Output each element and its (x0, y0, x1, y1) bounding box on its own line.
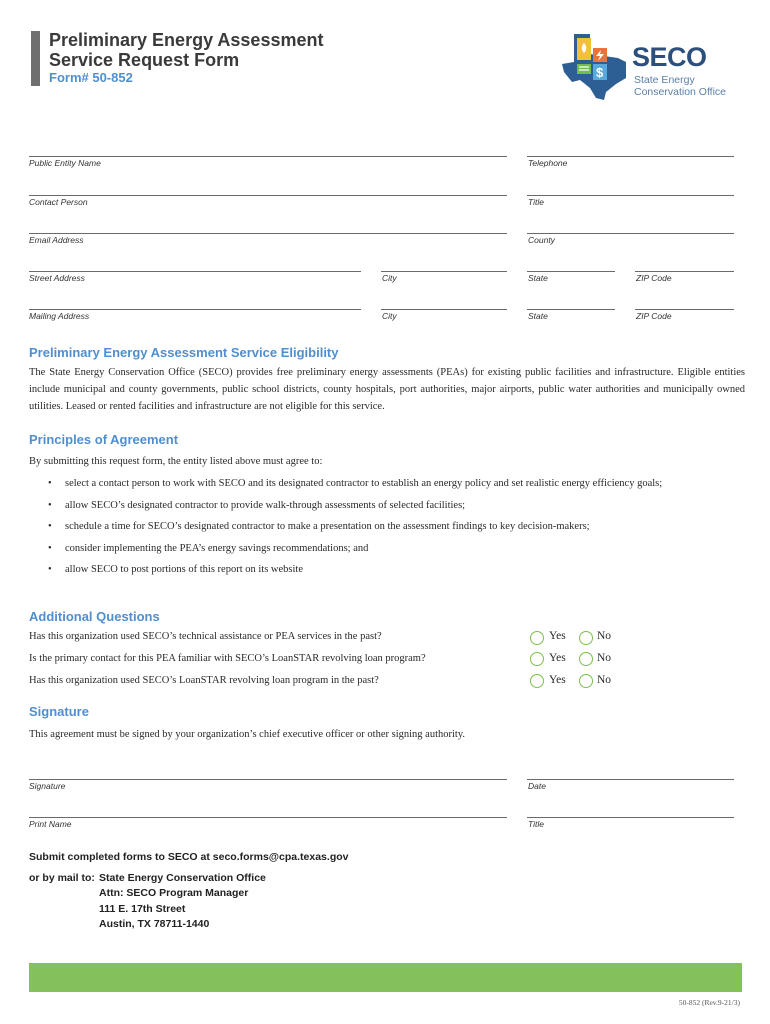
question-3-no-label: No (597, 674, 612, 686)
date-field[interactable] (527, 779, 734, 780)
mailing-city-field[interactable] (381, 309, 507, 310)
title-label: Title (528, 197, 544, 207)
question-1-no-radio[interactable] (579, 631, 593, 645)
county-label: County (528, 235, 555, 245)
question-3-no-radio[interactable] (579, 674, 593, 688)
eligibility-text: The State Energy Conservation Office (SECO) provides free preliminary energy assessments (PEAs) for existing public facilities and infrastructure. Eligible entities include municipal and county governments, public school districts, county hospitals, port authorities, major airports, public water authorities and municipally owned utilities. Leased or rented facilities and infrastructure are not eligible for this service. (29, 367, 745, 412)
title-line-1: Preliminary Energy Assessment (49, 30, 324, 50)
title-field[interactable] (527, 195, 734, 196)
logo-subtitle-line-1: State Energy (634, 74, 695, 86)
signature-text: This agreement must be signed by your organization’s chief executive officer or other signing authority. (29, 729, 466, 740)
signer-title-label: Title (528, 819, 544, 829)
question-1: Has this organization used SECO’s technical assistance or PEA services in the past? (29, 631, 382, 642)
city-field[interactable] (381, 271, 507, 272)
mail-address-line-2: Attn: SECO Program Manager (99, 887, 249, 899)
logo-name: SECO (632, 42, 707, 72)
telephone-field[interactable] (527, 156, 734, 157)
email-address-field[interactable] (29, 233, 507, 234)
principles-heading: Principles of Agreement (29, 432, 179, 447)
state-field[interactable] (527, 271, 615, 272)
contact-person-field[interactable] (29, 195, 507, 196)
mail-address-line-3: 111 E. 17th Street (99, 903, 186, 915)
title-line-2: Service Request Form (49, 50, 240, 70)
svg-text:$: $ (596, 65, 604, 80)
signature-field[interactable] (29, 779, 507, 780)
state-label: State (528, 273, 548, 283)
contact-person-label: Contact Person (29, 197, 88, 207)
public-entity-name-label: Public Entity Name (29, 158, 101, 168)
principle-item: • consider implementing the PEA’s energy savings recommendations; and (48, 541, 688, 556)
question-2-yes-label: Yes (549, 652, 566, 664)
seco-logo (560, 32, 740, 102)
principle-item: • select a contact person to work with SECO and its designated contractor to establish an energy policy and set realistic energy efficiency goals; (48, 476, 688, 491)
question-2-no-radio[interactable] (579, 652, 593, 666)
mailing-city-label: City (382, 311, 397, 321)
form-number: Form# 50-852 (49, 70, 133, 85)
date-label: Date (528, 781, 546, 791)
logo-subtitle-line-2: Conservation Office (634, 86, 727, 98)
mailing-state-label: State (528, 311, 548, 321)
question-3-yes-label: Yes (549, 674, 566, 686)
question-1-yes-label: Yes (549, 630, 566, 642)
principle-item: • schedule a time for SECO’s designated contractor to make a presentation on the assessment findings to key decision-makers; (48, 519, 688, 534)
mailing-zip-code-field[interactable] (635, 309, 734, 310)
page-title (49, 30, 323, 70)
principle-item: • allow SECO to post portions of this report on its website (48, 562, 688, 577)
county-field[interactable] (527, 233, 734, 234)
mail-address-line-1: State Energy Conservation Office (99, 872, 266, 884)
print-name-field[interactable] (29, 817, 507, 818)
mailing-state-field[interactable] (527, 309, 615, 310)
zip-code-label: ZIP Code (636, 273, 672, 283)
city-label: City (382, 273, 397, 283)
question-3: Has this organization used SECO’s LoanSTAR revolving loan program in the past? (29, 675, 379, 686)
question-2: Is the primary contact for this PEA familiar with SECO’s LoanSTAR revolving loan program? (29, 653, 426, 664)
street-address-label: Street Address (29, 273, 85, 283)
submit-email-line: Submit completed forms to SECO at seco.forms@cpa.texas.gov (29, 851, 349, 863)
header-accent-bar (31, 31, 40, 86)
mailing-zip-code-label: ZIP Code (636, 311, 672, 321)
principles-intro: By submitting this request form, the entity listed above must agree to: (29, 456, 323, 467)
question-1-yes-radio[interactable] (530, 631, 544, 645)
question-3-yes-radio[interactable] (530, 674, 544, 688)
footer-bar (29, 963, 742, 992)
email-address-label: Email Address (29, 235, 84, 245)
zip-code-field[interactable] (635, 271, 734, 272)
mailing-address-label: Mailing Address (29, 311, 90, 321)
principles-list (48, 476, 688, 584)
question-1-no-label: No (597, 630, 612, 642)
question-2-no-label: No (597, 652, 612, 664)
public-entity-name-field[interactable] (29, 156, 507, 157)
signature-heading: Signature (29, 704, 89, 719)
street-address-field[interactable] (29, 271, 361, 272)
texas-map-energy-icon (560, 32, 632, 102)
eligibility-heading: Preliminary Energy Assessment Service Eligibility (29, 345, 339, 360)
revision-number: 50-852 (Rev.9-21/3) (678, 998, 740, 1007)
principle-item: • allow SECO’s designated contractor to provide walk-through assessments of selected facilities; (48, 498, 688, 513)
print-name-label: Print Name (29, 819, 72, 829)
signer-title-field[interactable] (527, 817, 734, 818)
signature-label: Signature (29, 781, 66, 791)
questions-heading: Additional Questions (29, 609, 160, 624)
telephone-label: Telephone (528, 158, 568, 168)
mailing-address-field[interactable] (29, 309, 361, 310)
mail-prefix: or by mail to: (29, 872, 95, 884)
mail-address-line-4: Austin, TX 78711-1440 (99, 918, 210, 930)
question-2-yes-radio[interactable] (530, 652, 544, 666)
